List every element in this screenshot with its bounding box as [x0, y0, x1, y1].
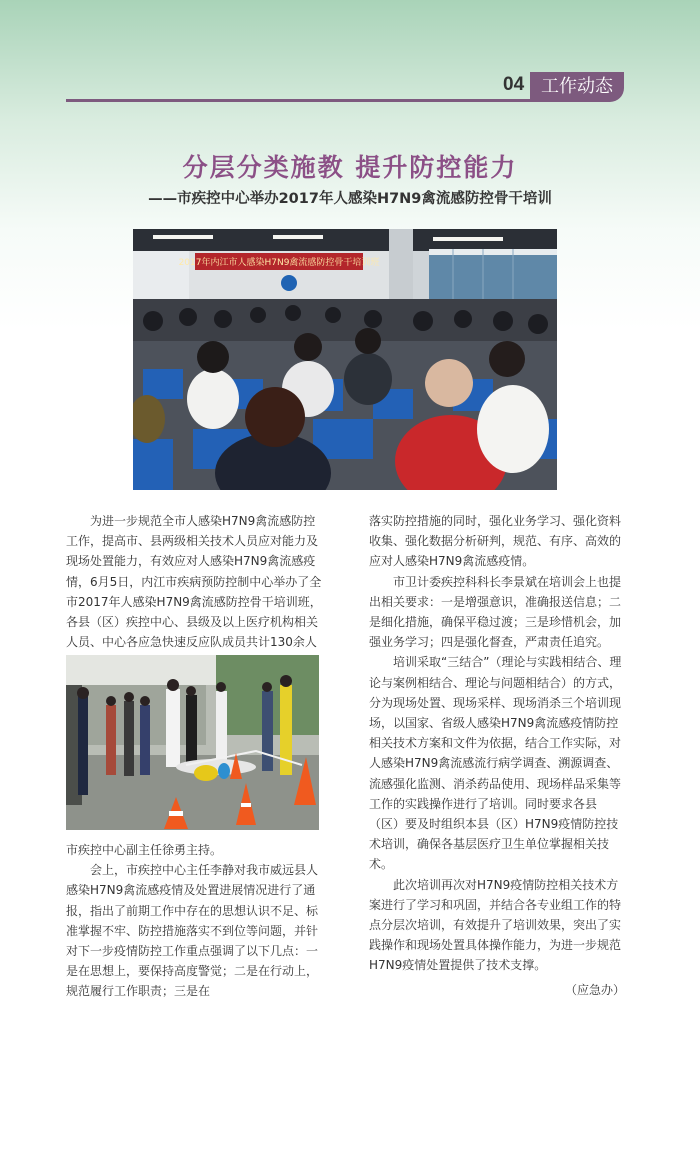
body-paragraph: 培训采取“三结合”（理论与实践相结合、理论与案例相结合、理论与问题相结合）的方式，分为现场处置、现场采样、现场消杀三个培训现场，以国家、省级人感染H7N9禽流感疫情防控相关技术方案和文件为依据，结合工作实际，对人感染H7N9禽流感流行病学调查、溯源调查、流感强化监测、消杀药品使用、现场样品采集等工作的实践操作进行了培训。同时要求各县（区）要及时组织本县（区）H7N9疫情防控技术培训，确保各基层医疗卫生单位掌握相关技术。: [369, 655, 622, 872]
left-column-top: [66, 511, 322, 673]
section-tag: 工作动态: [530, 72, 624, 102]
article-subtitle: ——市疾控中心举办2017年人感染H7N9禽流感防控骨干培训: [148, 191, 552, 207]
author-signature: （应急办）: [564, 982, 625, 997]
training-hall-photo: [133, 229, 557, 490]
body-paragraph: 会上，市疾控中心主任李静对我市威远县人感染H7N9禽流感疫情及处置进展情况进行了通报，指出了前期工作中存在的思想认识不足、标准掌握不牢、防控措施落实不到位等问题，并针对下一步疫情防控工作重点强调了以下几点：一是在思想上，要保持高度警觉；二是在行动上，规范履行工作职责；三是在: [66, 863, 319, 999]
body-paragraph: 为进一步规范全市人感染H7N9禽流感防控工作，提高市、县两级相关技术人员应对能力及现场处置能力，有效应对人感染H7N9禽流感疫情，6月5日，内江市疾病预防控制中心举办了全市2017年人感染H7N9禽流感防控骨干培训班，各县（区）疾控中心、县级及以上医疗机构相关人员、中心各应急快速反应队成员共计130余人: [66, 514, 322, 650]
page-number: 04: [503, 74, 525, 95]
body-paragraph: 落实防控措施的同时，强化业务学习、强化资料收集、强化数据分析研判，规范、有序、高效的应对人感染H7N9禽流感疫情。: [369, 514, 622, 569]
article-title: 分层分类施教 提升防控能力: [182, 153, 518, 182]
body-paragraph: 市卫计委疾控科科长李景斌在培训会上也提出相关要求：一是增强意识，准确报送信息；二是细化措施，确保平稳过渡；三是珍惜机会，加强业务学习；四是强化督查，严肃责任追究。: [369, 574, 622, 650]
banner-text: 2017年内江市人感染H7N9禽流感防控骨干培训班: [178, 258, 380, 268]
left-column-bottom: [66, 840, 322, 1002]
header-divider: [66, 99, 552, 102]
field-drill-photo: [66, 655, 319, 830]
body-paragraph: 市疾控中心副主任徐勇主持。: [66, 843, 223, 857]
body-paragraph: 此次培训再次对H7N9疫情防控相关技术方案进行了学习和巩固，并结合各专业组工作的特点分层次培训，有效提升了培训效果，突出了实践操作和现场处置具体操作能力，为进一步规范H7N9疫情处置提供了技术支撑。: [369, 877, 622, 973]
right-column: [369, 511, 625, 1000]
